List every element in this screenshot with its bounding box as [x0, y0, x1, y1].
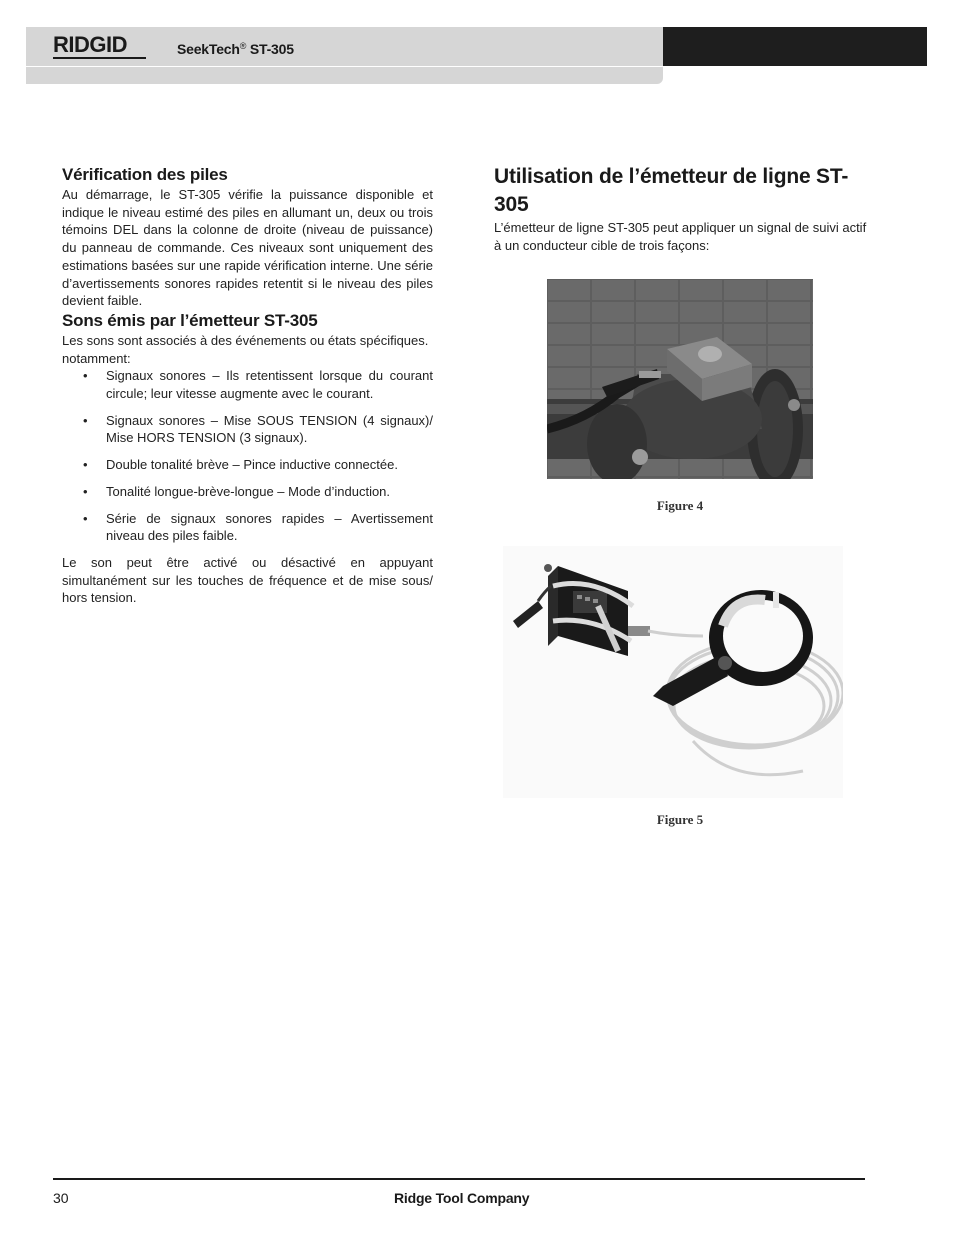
list-item-text: Double tonalité brève – Pince inductive connectée. [106, 457, 398, 473]
ridgid-logo [53, 33, 147, 61]
list-item-text: Série de signaux sonores rapides – Avertissement niveau des piles faible. [106, 510, 433, 544]
section-title-sounds: Sons émis par l’émetteur ST-305 [62, 310, 318, 330]
header-strip [26, 66, 663, 84]
right-column [494, 163, 869, 254]
header-black-block [663, 27, 927, 66]
bullet-icon: • [83, 368, 88, 384]
figure-4-illustration [547, 279, 813, 479]
product-name: SeekTech [177, 41, 240, 57]
line-transmitter-text: L’émetteur de ligne ST-305 peut appliquer un signal de suivi actif à un conducteur cible de trois façons: [494, 220, 867, 253]
logo-underline [53, 57, 146, 59]
list-item [62, 456, 433, 474]
sounds-intro-text-2: notamment: [62, 350, 131, 366]
list-item [62, 483, 433, 501]
sounds-toggle-text: Le son peut être activé ou désactivé en appuyant simultanément sur les touches de fréquence et de mise sous/ hors tension. [62, 554, 433, 606]
sounds-intro-text: Les sons sont associés à des événements ou états spécifiques. [62, 332, 429, 348]
figure-5-photo [503, 546, 843, 798]
left-column [62, 164, 433, 607]
figure-5-caption: Figure 5 [656, 812, 704, 827]
figure-4-photo [547, 279, 813, 479]
list-item [62, 367, 433, 402]
figure-4-caption: Figure 4 [656, 498, 704, 513]
bullet-icon: • [83, 412, 88, 428]
product-model: ST-305 [246, 41, 294, 57]
list-item-text: Tonalité longue-brève-longue – Mode d’induction. [106, 483, 391, 499]
bullet-icon: • [83, 457, 88, 473]
bullet-icon: • [83, 510, 88, 526]
battery-check-text: Au démarrage, le ST-305 vérifie la puissance disponible et indique le niveau estimé des piles en allumant un, deux ou trois témoins DEL dans la colonne de droite (niveau de puissance) du panneau de commande. Ces niveaux sont uniquement des estimations basées sur une rapide vérification interne. Une série d’avertissements sonores rapides retentit si le niveau des piles devient faible. [62, 187, 433, 309]
sounds-list [62, 367, 433, 545]
registered-mark: ® [239, 41, 247, 51]
list-item-text: Signaux sonores – Mise SOUS TENSION (4 signaux)/ Mise HORS TENSION (3 signaux). [106, 412, 433, 446]
section-title-battery-check: Vérification des piles [62, 165, 228, 184]
header-product-title [177, 37, 294, 58]
list-item [62, 510, 433, 545]
figure-5-illustration [503, 546, 843, 798]
list-item-text: Signaux sonores – Ils retentissent lorsque du courant circule; leur vitesse augmente avec le courant. [106, 368, 433, 402]
list-item [62, 412, 433, 447]
footer-rule [53, 1178, 865, 1180]
page-number: 30 [53, 1190, 69, 1206]
section-title-line-transmitter: Utilisation de l’émetteur de ligne ST-305 [494, 165, 849, 216]
footer-company: Ridge Tool Company [394, 1190, 530, 1206]
bullet-icon: • [83, 483, 88, 499]
logo-text: RIDGID [53, 32, 127, 57]
